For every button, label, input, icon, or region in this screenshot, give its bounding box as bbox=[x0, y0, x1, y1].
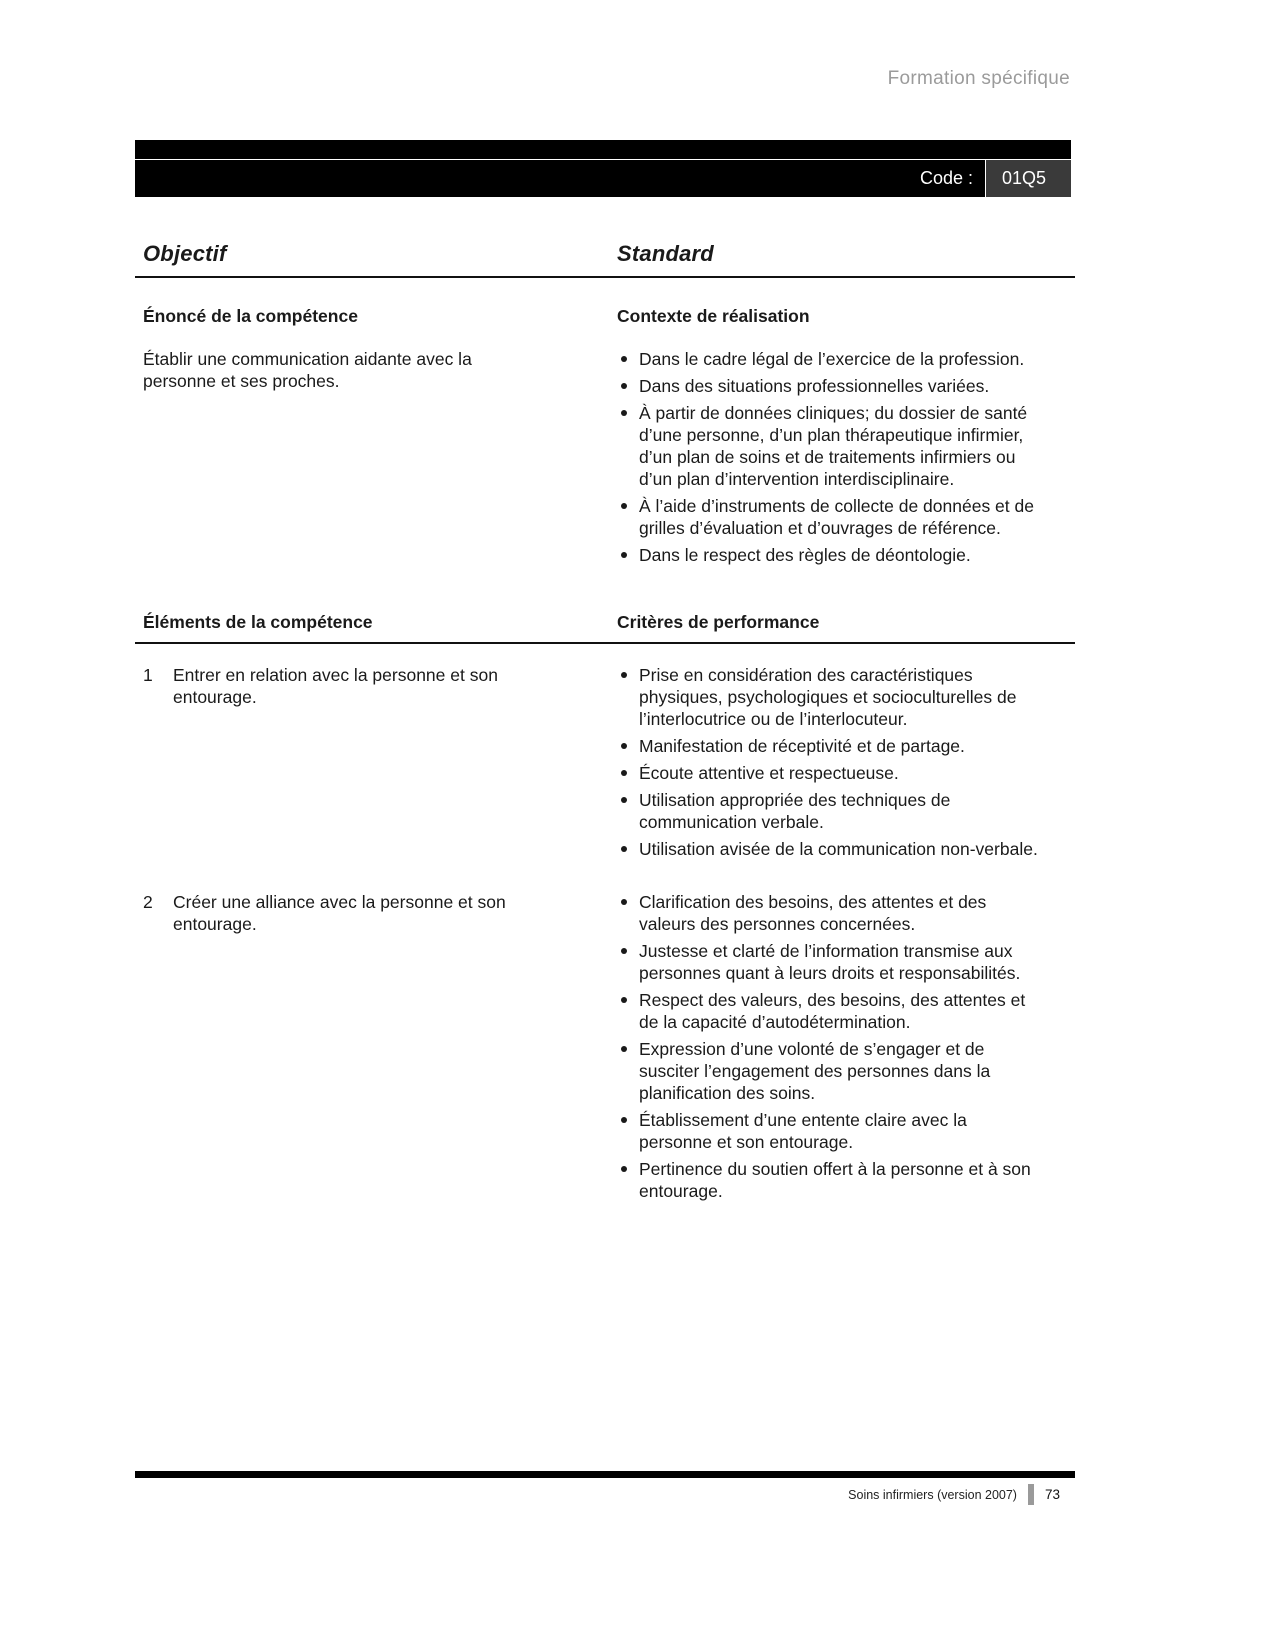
criteres-group-2 bbox=[609, 891, 1075, 1207]
column-headers bbox=[135, 241, 1075, 278]
list-item: À l’aide d’instruments de collecte de données et de grilles d’évaluation et d’ouvrages de référence. bbox=[617, 495, 1040, 539]
code-bar-content bbox=[135, 160, 1071, 197]
enonce-cell bbox=[135, 305, 609, 571]
list-item: Dans le cadre légal de l’exercice de la profession. bbox=[617, 348, 1040, 370]
list-item: Expression d’une volonté de s’engager et de susciter l’engagement des personnes dans la planification des soins. bbox=[617, 1038, 1040, 1104]
footer-divider-bar bbox=[1028, 1484, 1034, 1505]
code-value: 01Q5 bbox=[985, 160, 1071, 197]
list-item: Justesse et clarté de l’information transmise aux personnes quant à leurs droits et responsabilités. bbox=[617, 940, 1040, 984]
criteres-heading-cell bbox=[609, 611, 1075, 633]
page-footer bbox=[135, 1484, 1060, 1505]
enonce-text: Établir une communication aidante avec la personne et ses proches. bbox=[143, 349, 472, 391]
list-item: Utilisation appropriée des techniques de communication verbale. bbox=[617, 789, 1040, 833]
enonce-heading: Énoncé de la compétence bbox=[143, 306, 358, 326]
competence-item-row-1 bbox=[135, 664, 1075, 865]
footer-rule bbox=[135, 1471, 1075, 1478]
criteres-group-1 bbox=[609, 664, 1075, 865]
element-item-2 bbox=[135, 891, 609, 1207]
element-item-1 bbox=[135, 664, 609, 865]
objectif-column-title: Objectif bbox=[143, 241, 227, 266]
criteres-heading: Critères de performance bbox=[617, 612, 820, 632]
main-content bbox=[135, 305, 1075, 1207]
page-number: 73 bbox=[1044, 1487, 1060, 1502]
competence-context-row bbox=[135, 305, 1075, 571]
elements-heading-cell bbox=[135, 611, 609, 633]
element-item-number: 1 bbox=[143, 665, 153, 685]
list-item: Dans le respect des règles de déontologie. bbox=[617, 544, 1040, 566]
list-item: Utilisation avisée de la communication non-verbale. bbox=[617, 838, 1040, 860]
list-item: Dans des situations professionnelles variées. bbox=[617, 375, 1040, 397]
element-item-text: Créer une alliance avec la personne et son entourage. bbox=[173, 892, 506, 934]
contexte-cell bbox=[609, 305, 1075, 571]
criteres-bullet-list-2 bbox=[617, 891, 1040, 1202]
code-header-bar bbox=[135, 140, 1071, 197]
list-item: Manifestation de réceptivité et de partage. bbox=[617, 735, 1040, 757]
competence-item-row-2 bbox=[135, 891, 1075, 1207]
document-section-label: Formation spécifique bbox=[887, 68, 1070, 89]
footer-document-label: Soins infirmiers (version 2007) bbox=[848, 1487, 1017, 1502]
elements-heading: Éléments de la compétence bbox=[143, 612, 373, 632]
contexte-bullet-list bbox=[617, 348, 1040, 566]
list-item: Prise en considération des caractéristiques physiques, psychologiques et socioculturelles de l’interlocutrice ou de l’interlocuteur. bbox=[617, 664, 1040, 730]
elements-criteres-headers bbox=[135, 611, 1075, 644]
element-item-number: 2 bbox=[143, 892, 153, 912]
contexte-heading: Contexte de réalisation bbox=[617, 306, 810, 326]
criteres-bullet-list-1 bbox=[617, 664, 1040, 860]
list-item: Respect des valeurs, des besoins, des attentes et de la capacité d’autodétermination. bbox=[617, 989, 1040, 1033]
list-item: À partir de données cliniques; du dossier de santé d’une personne, d’un plan thérapeutique infirmier, d’un plan de soins et de traitements infirmiers ou d’un plan d’intervention interdisciplinaire. bbox=[617, 402, 1040, 490]
standard-column-title: Standard bbox=[617, 241, 714, 266]
code-label: Code : bbox=[919, 168, 973, 188]
list-item: Pertinence du soutien offert à la personne et à son entourage. bbox=[617, 1158, 1040, 1202]
list-item: Clarification des besoins, des attentes et des valeurs des personnes concernées. bbox=[617, 891, 1040, 935]
element-item-text: Entrer en relation avec la personne et son entourage. bbox=[173, 665, 498, 707]
list-item: Établissement d’une entente claire avec la personne et son entourage. bbox=[617, 1109, 1040, 1153]
list-item: Écoute attentive et respectueuse. bbox=[617, 762, 1040, 784]
